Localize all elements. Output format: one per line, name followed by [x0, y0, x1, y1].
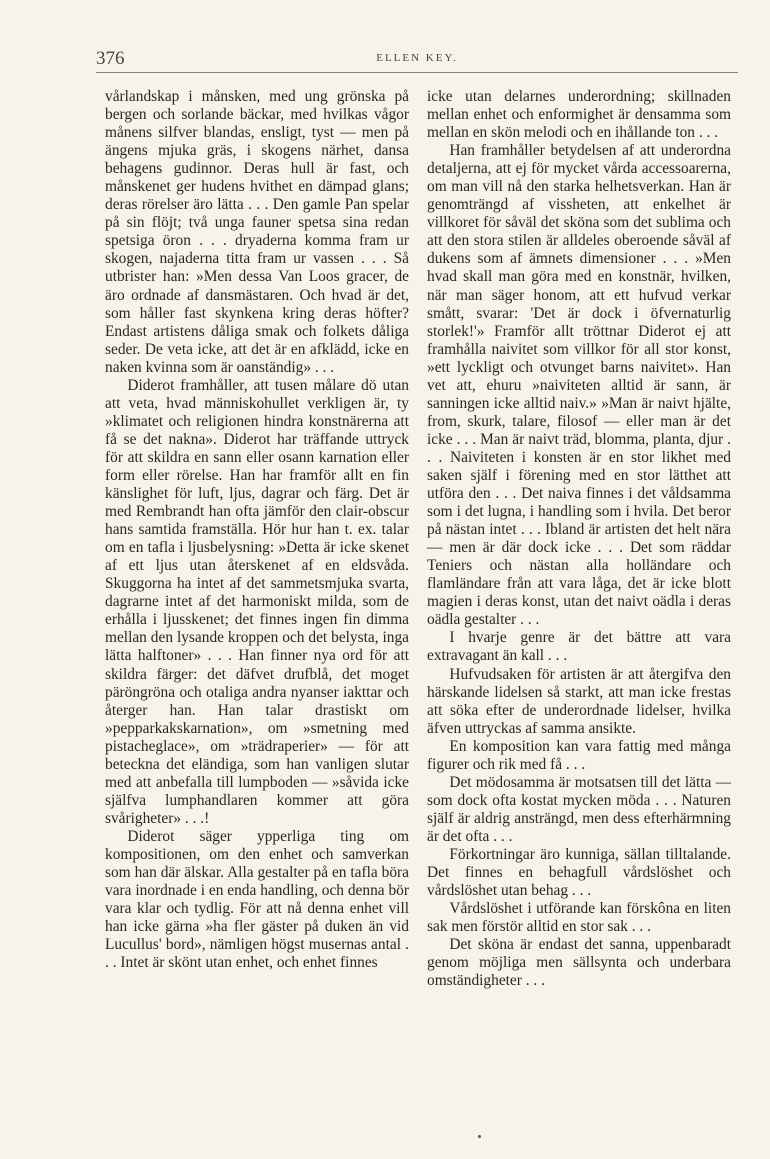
right-column	[427, 88, 731, 990]
page-header	[96, 48, 738, 78]
running-title: ELLEN KEY.	[376, 52, 458, 64]
paragraph: En komposition kan vara fattig med många figurer och rik med få . . .	[427, 737, 731, 773]
paragraph: Det mödosamma är motsatsen till det lätta — som dock ofta kostat mycken möda . . . Naturen själf är aldrig ansträngd, men dess efterhärmning är det ofta . . .	[427, 773, 731, 845]
ink-speck	[478, 1135, 481, 1138]
paragraph: Vårdslöshet i utförande kan förskôna en liten sak men förstör alltid en stor sak . . .	[427, 900, 731, 936]
paragraph: Förkortningar äro kunniga, sällan tilltalande. Det finnes en behagfull vårdslöshet och vårdslöshet utan behag . . .	[427, 845, 731, 900]
paragraph: icke utan delarnes underordning; skillnaden mellan enhet och enformighet är densamma som mellan en skön melodi och en ihållande ton . . .	[427, 88, 731, 142]
paragraph: Det sköna är endast det sanna, uppenbaradt genom möjliga men sällsynta och underbara omständigheter . . .	[427, 936, 731, 990]
left-column	[105, 88, 409, 972]
paragraph: Diderot säger ypperliga ting om kompositionen, om den enhet och samverkan som han där älskar. Alla gestalter på en tafla böra vara inordnade i en enda handling, och denna bör vara klar och tydlig. För att nå denna enhet vill han icke gärna »ha fler gäster på duken än vid Lucullus' bord», nämligen högst musernas antal . . . Intet är skönt utan enhet, och enhet finnes	[105, 827, 409, 972]
page-number: 376	[96, 48, 125, 69]
paragraph: vårlandskap i månsken, med ung grönska på bergen och sorlande bäckar, med hvilkas vågor månens silfver blandas, ensligt, tyst — men på ängens mjuka gräs, i skogens närhet, dansa behagens gudinnor. Deras hull är fast, och månskenet ger hudens hvithet en dämpad glans; deras rörelser äro lätta . . . Den gamle Pan spelar på sin flöjt; två unga fauner spetsa sina redan spetsiga öron . . . dryaderna komma fram ur skogen, najaderna titta fram ur vassen . . . Så utbrister han: »Men dessa Van Loos gracer, de äro ordnade af dansmästaren. Och hvad är det, som håller fast skynkena kring deras höfter? Endast artistens dåliga smak och folkets dåliga seder. De veta icke, att det är en afklädd, icke en naken kvinna som är oanständig» . . .	[105, 88, 409, 376]
paragraph: Hufvudsaken för artisten är att återgifva den härskande lidelsen så starkt, att man icke frestas att söka efter de underordnade lidelser, hvilka äfven uttryckas af samma ansikte.	[427, 665, 731, 737]
paragraph: Han framhåller betydelsen af att underordna detaljerna, att ej för mycket vårda accessoarerna, om man vill nå den starka helhetsverkan. Han är genomträngd af vissheten, att enkelhet är villkoret för såväl det sköna som det sublima och att den stora stilen är alldeles oberoende såväl af dukens som af ämnets dimensioner . . . »Men hvad skall man göra med en konstnär, hvilken, när man säger honom, att ett hufvud verkar smått, svarar: 'Det är dock i öfvernaturlig storlek!'» Framför allt tröttnar Diderot ej att framhålla naivitet som villkor för all stor konst, »ett lyckligt och otvunget barns naivitet». Han vet att, ehuru »naiviteten alltid är sann, är sanningen icke alltid naiv.» »Man är naivt hjälte, from, skurk, talare, filosof — eller man är det icke . . . Man är naivt träd, blomma, planta, djur . . . Naiviteten i konsten är en stor likhet med saken själf i förening med en stor lätthet att utföra den . . . Det naiva finnes i det våldsamma som i det lugna, i handling som i hvila. Det beror på nästan intet . . . Ibland är artisten det helt nära — men är där dock icke . . . Det som räddar Teniers och nästan alla holländare och flamländare från att vara låga, det är icke blott magien i deras konst, utan det naivt oädla i deras oädla gestalter . . .	[427, 142, 731, 629]
paragraph: I hvarje genre är det bättre att vara extravagant än kall . . .	[427, 629, 731, 665]
header-rule	[96, 72, 738, 73]
paragraph: Diderot framhåller, att tusen målare dö utan att veta, hvad människohullet verkligen är, ty »klimatet och religionen hindra konstnärerna att få se det nakna». Diderot har träffande uttryck för att skildra en sann eller osann karnation eller form eller rörelse. Han har framför allt en fin känslighet för luft, ljus, dagrar och färg. Det är med Rembrandt han ofta jämför den clair-obscur hans samtida framställa. Hör hur han t. ex. talar om en tafla i ljusbelysning: »Detta är icke skenet af ett ljus utan återskenet af en eldsvåda. Skuggorna ha intet af det sammetsmjuka svarta, dagrarne intet af det harmoniskt milda, som de erhålla i ljusskenet; det finnes ingen fin dimma mellan den lysande kroppen och det belysta, inga lätta halftoner» . . . Han finner nya ord för att skildra färger: det däfvet drufblå, det moget päröngröna och otaliga andra nyanser iakttar och återger han. Han talar drastiskt om »pepparkakskarnation», om »smetning med pistacheglace», om »trädraperier» — för att beteckna det eländiga, som han vanligen slutar med att anbefalla till lumpboden — »såvida icke själfva lumphandlaren kommer att göra svårigheter» . . .!	[105, 376, 409, 827]
